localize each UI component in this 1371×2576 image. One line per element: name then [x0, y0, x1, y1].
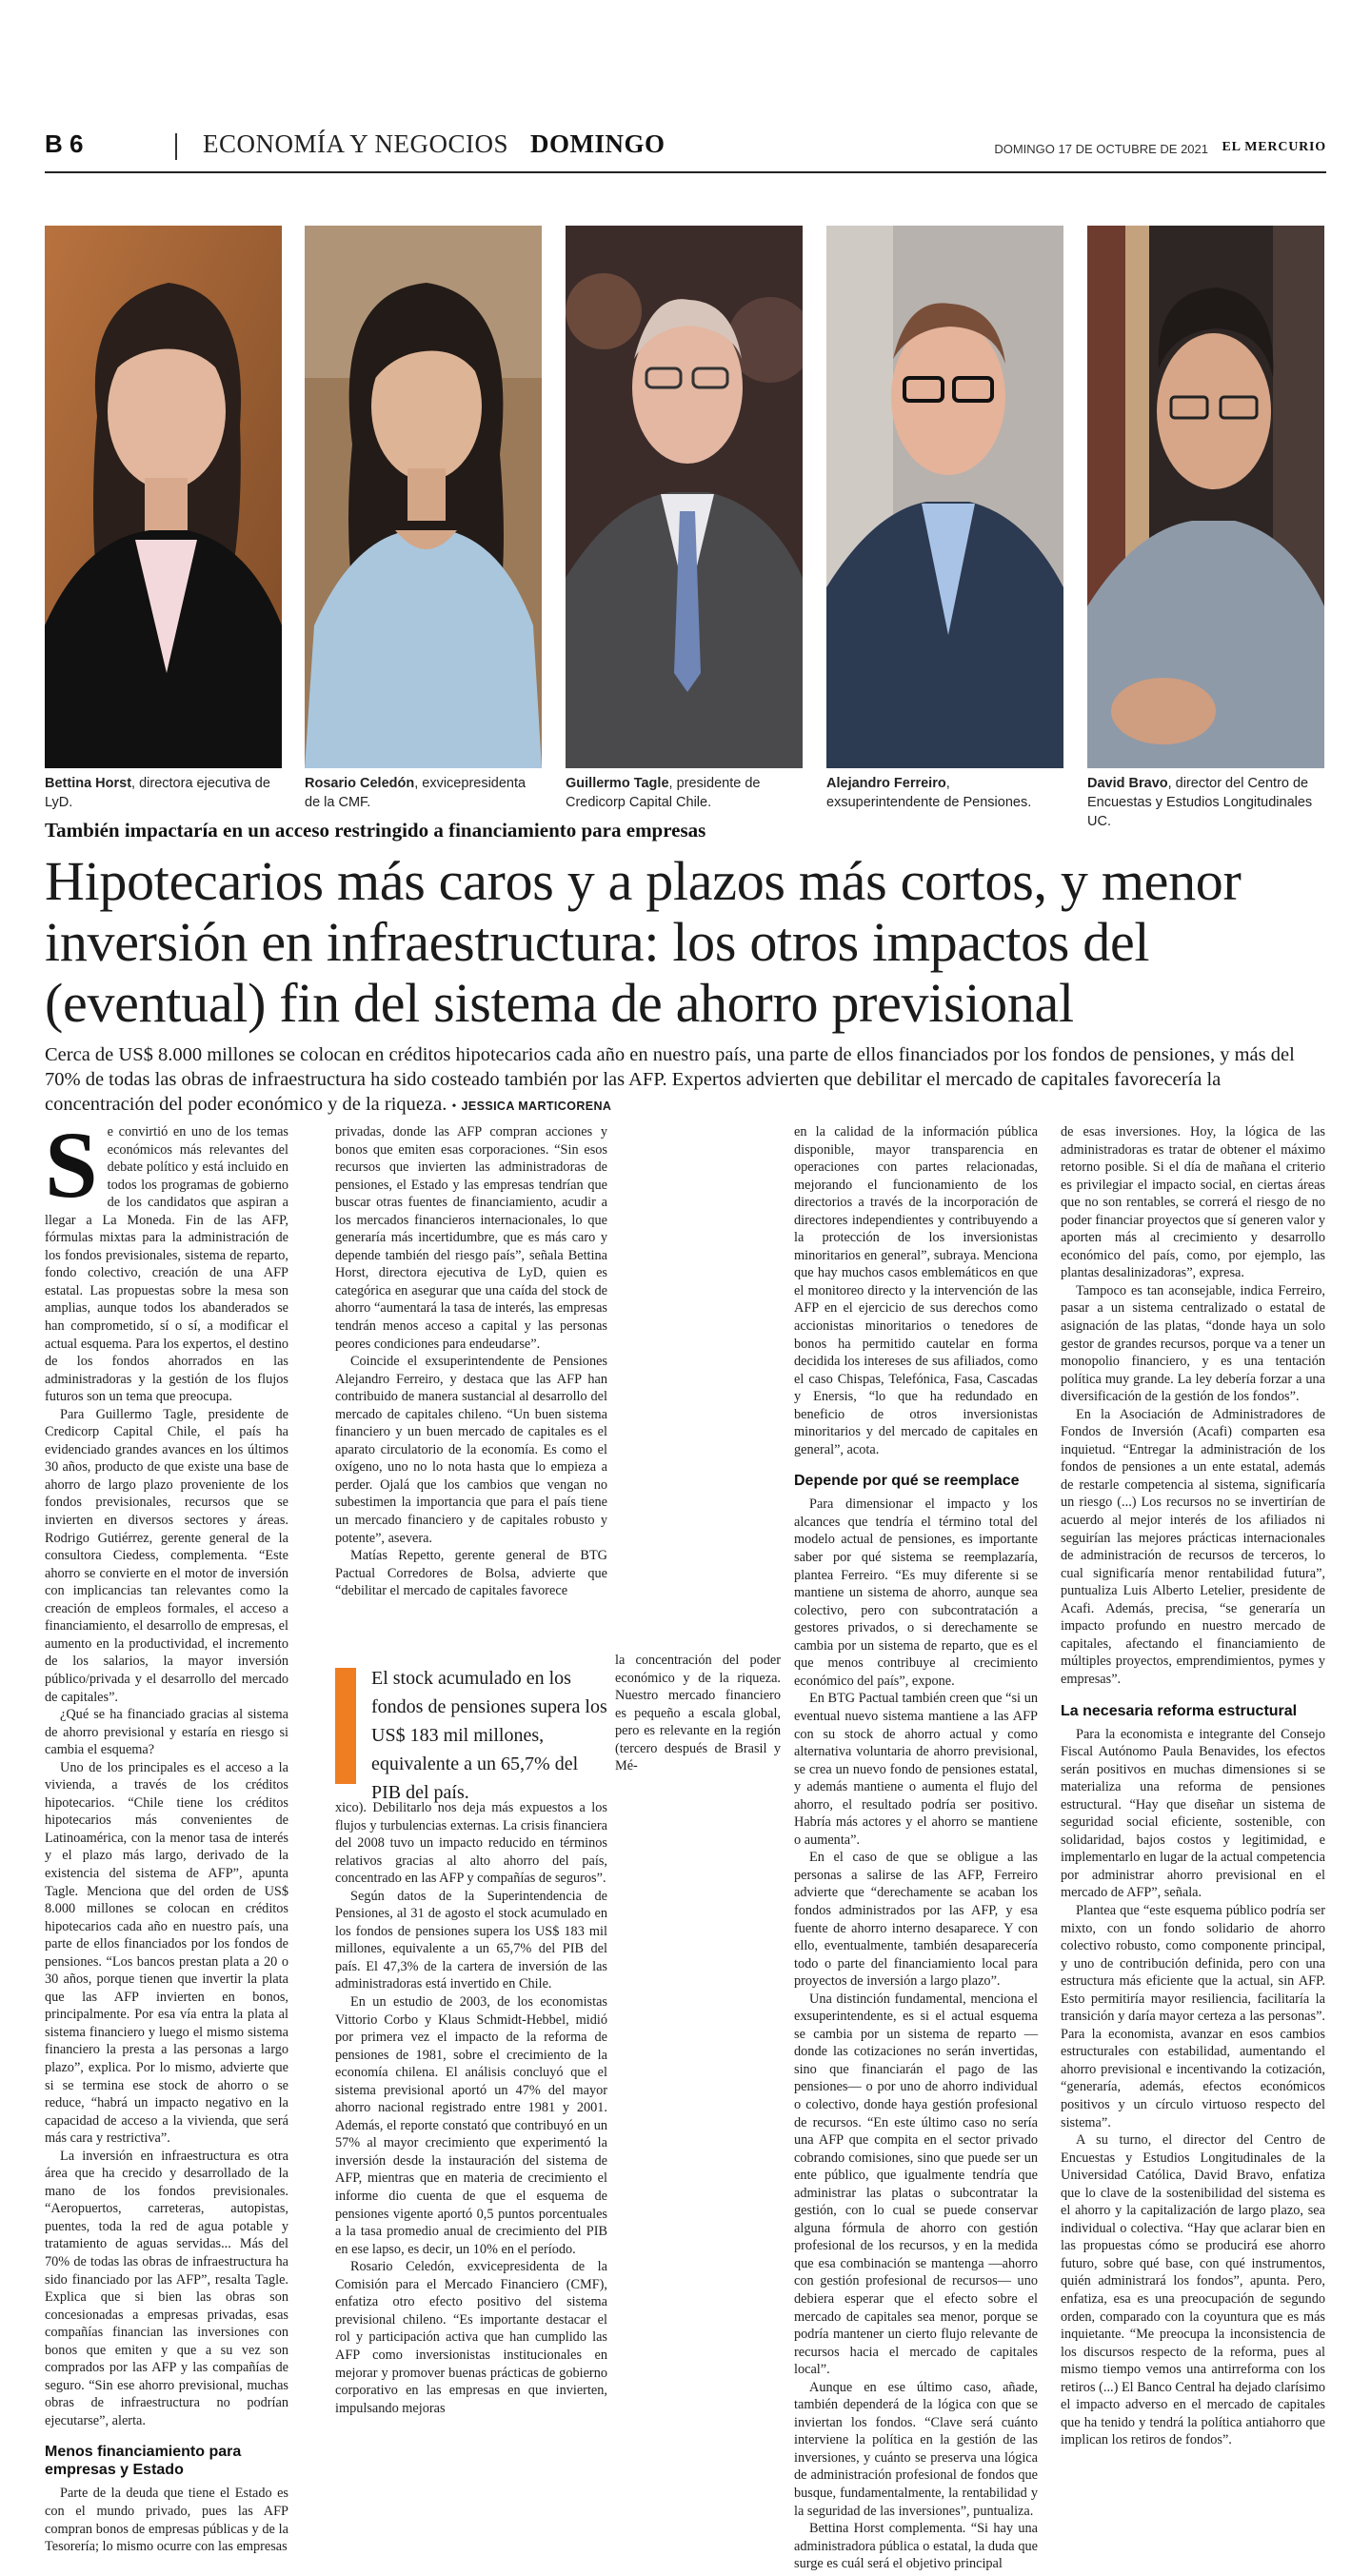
subheading: Depende por qué se reemplace	[794, 1473, 1020, 1490]
issue-date: DOMINGO 17 DE OCTUBRE DE 2021	[994, 142, 1208, 156]
newspaper-name: EL MERCURIO	[1222, 140, 1326, 154]
column-2-side	[615, 1652, 781, 1775]
paragraph: Parte de la deuda que tiene el Estado es con el mundo privado, pues las AFP compran bonos de empresas públicas y de la Tesorería; lo mismo ocurre con las empresas	[45, 2486, 288, 2555]
column-3	[794, 1123, 1038, 2573]
caption-rosario-celedon	[305, 774, 545, 812]
header-rule	[45, 171, 1326, 173]
paragraph: xico). Debilitarlo nos deja más expuestos a los flujos y turbulencias externas. La crisis financiera del 2008 tuvo un impacto reducido en términos relativos gracias al alto ahorro del país, concentrado en las AFP y compañías de seguros”.	[335, 1800, 607, 1887]
article-headline: Hipotecarios más caros y a plazos más cortos, y menor inversión en infraestructura: los otros impactos del (eventual) fin del sistema de ahorro previsional	[45, 850, 1242, 1034]
page-header	[45, 122, 1326, 169]
caption-text: , exsuperintendente de Pensiones.	[826, 776, 1032, 810]
paragraph: Para la economista e integrante del Consejo Fiscal Autónomo Paula Benavides, los efectos serán positivos en muchas dimensiones si se materializa una reforma de pensiones estructural. “Hay que diseñar un sistema de seguridad social eficiente, sostenible, con solidaridad, bajos costos y legitimidad, e implementarlo en lugar de la actual competencia por administrar ahorro previsional en el mercado de AFP”, señala.	[1061, 1726, 1325, 1901]
column-2-lower	[335, 1799, 607, 2417]
caption-name: Bettina Horst	[45, 776, 132, 791]
photo-alejandro-ferreiro	[826, 226, 1063, 768]
pullquote: El stock acumulado en los fondos de pensiones supera los US$ 183 mil millones, equivalente a un 65,7% del PIB del país.	[371, 1668, 607, 1803]
paragraph: Rosario Celedón, exvicepresidenta de la Comisión para el Mercado Financiero (CMF), enfatiza otro efecto positivo del sistema previsional chileno. “Es importante destacar el rol y participación activa que han cumplido las AFP como inversionistas institucionales en mejorar y promover buenas prácticas de gobierno corporativo en las empresas en que invierten, impulsando mejoras	[335, 2259, 607, 2416]
paragraph: Tampoco es tan aconsejable, indica Ferreiro, pasar a un sistema centralizado o estatal de asignación de las platas, “donde haya un solo gestor de grandes recursos, porque va a tener un monopolio financiero, y es una tentación política muy grande. La ley debería forzar a una diversificación de la gestión de los fondos”.	[1061, 1282, 1325, 1405]
subheading: Menos financiamiento para empresas y Estado	[45, 2444, 242, 2479]
paragraph: Una distinción fundamental, menciona el exsuperintendente, es si el actual esquema se cambia por un sistema de reparto —donde las cotizaciones no serán invertidas, sino que financiarán el pago de las pensiones— o por uno de ahorro individual o colectivo, donde haya gestión profesional de recursos. “En este último caso no sería una AFP que compita en el sector privado cobrando comisiones, sino que puede ser un ente público, que igualmente tendría que administrar las platas o subcontratar la gestión, con lo cual se puede conservar alguna fórmula de ahorro con gestión profesional de los recursos, y en la medida que esa combinación se mantenga —ahorro con gestión profesional de recursos— uno debiera esperar que el efecto sobre el mercado de capitales sea menor, porque se podría mantener un cierto flujo relevante de recursos hacia el mercado de capitales local”.	[794, 1991, 1038, 2378]
caption-guillermo-tagle	[566, 774, 805, 812]
paragraph: Uno de los principales es el acceso a la vivienda, a través de los créditos hipotecarios. “Chile tiene los créditos hipotecarios más convenientes de Latinoamérica, con la menor tasa de interés y el plazo más largo, derivado de la existencia del sistema de AFP”, apunta Tagle. Menciona que del orden de US$ 8.000 millones se colocan en créditos hipotecarios cada año en nuestro país, una parte de ellos financiados por los fondos de pensiones. “Los bancos prestan plata a 20 o 30 años, porque tienen que invertir la plata que las AFP invierten en bonos, principalmente. Por esa vía entra la plata al sistema financiero y luego el mismo sistema financiero la presta a las personas a largo plazo”, explica. Por lo mismo, advierte que si se termina ese stock de ahorro o se reduce, “habrá un impacto negativo en la capacidad de acceso a la vivienda, que será más cara y restrictiva”.	[45, 1759, 288, 2147]
caption-name: Alejandro Ferreiro	[826, 776, 946, 791]
photo-david-bravo	[1087, 226, 1324, 768]
byline-bullet: •	[451, 1100, 457, 1114]
caption-text: , exvicepresidenta de la CMF.	[305, 776, 527, 810]
column-2	[335, 1123, 607, 1600]
caption-text: , presidente de Credicorp Capital Chile.	[566, 776, 761, 810]
paragraph: En BTG Pactual también creen que “si un eventual nuevo sistema mantiene a las AFP con su stock de ahorro actual y como alternativa voluntaria de ahorro previsional, se crea un nuevo fondo de pensiones estatal, y además mantiene o aumenta el flujo del ahorro, el resultado podría ser positivo. Habría más actores y el ahorro se mantiene o aumenta”.	[794, 1691, 1038, 1848]
caption-text: , directora ejecutiva de LyD.	[45, 776, 270, 810]
header-divider	[175, 133, 177, 160]
paragraph: En la Asociación de Administradores de Fondos de Inversión (Acafi) comparten esa inquietud. “Entregar la administración de los fondos de pensiones a un ente estatal, además de restarle competencia al sistema, significaría un riesgo (...) Los recursos no se invertirían de acuerdo al mejor interés de los afiliados ni seguirían las mejores prácticas internacionales de administración de recursos de terceros, lo cual significaría menor rentabilidad futura”, puntualiza Luis Alberto Letelier, presidente de Acafi. Además, precisa, “se generaría un impacto profundo en nuestro mercado de capitales, afectando el financiamiento de múltiples proyectos, emprendimientos, pymes y empresas”.	[1061, 1406, 1325, 1687]
paragraph: A su turno, el director del Centro de Encuestas y Estudios Longitudinales de la Universidad Católica, David Bravo, enfatiza que lo clave de la sostenibilidad del sistema es el ahorro y la capitalización de largo plazo, sea individual o colectiva. “Hay que aclarar bien en las propuestas cómo se producirá ese ahorro futuro, sobre qué base, con qué instrumentos, quién administrará los fondos”, apunta. Pero, enfatiza, esa es una preocupación de segundo orden, comparado con la coyuntura que es más inquietante. “Me preocupa la inconsistencia de los discursos respecto de la reforma, pues al mismo tiempo vemos una antirreforma con los retiros (...) El Banco Central ha dejado clarísimo el impacto adverso en el mercado de capitales que ha tenido y tendrá la política antiahorro que implican los retiros de fondos”.	[1061, 2132, 1325, 2448]
column-1	[45, 1112, 288, 2556]
caption-name: David Bravo	[1087, 776, 1168, 791]
subheading: La necesaria reforma estructural	[1061, 1702, 1298, 1719]
paragraph	[45, 1112, 288, 1406]
paragraph: Para dimensionar el impacto y los alcances que tendría el término total del modelo actual de pensiones, es importante saber por qué sistema se reemplazaría, plantea Ferreiro. “Es muy diferente si se mantiene un sistema de ahorro, aunque sea colectivo, pero con subcontratación a gestores privados, o si derechamente se cambia por un sistema de reparto, que es el que menos contribuye al crecimiento económico del país”, expone.	[794, 1496, 1038, 1689]
byline: JESSICA MARTICORENA	[461, 1100, 612, 1113]
paragraph: de esas inversiones. Hoy, la lógica de las administradoras es tratar de obtener el máximo retorno posible. Si el día de mañana el criterio es privilegiar el impacto social, en ciertas áreas que no son rentables, se correrá el riesgo de no poder financiar proyectos que sí generen valor y aporten más al crecimiento y desarrollo económico del país, como, por ejemplo, las plantas desalinizadoras”, expresa.	[1061, 1124, 1325, 1281]
caption-bettina-horst	[45, 774, 285, 812]
page-number: B 6	[45, 129, 84, 158]
drop-cap: S	[45, 1112, 98, 1218]
paragraph: En el caso de que se obligue a las personas a salirse de las AFP, Ferreiro advierte que “derechamente se acaban los fondos administrados por las AFP, y esa fuente de ahorro interno desaparece. Y con ello, eventualmente, también desaparecería todo o parte del financiamiento local para proyectos de inversión a largo plazo”.	[794, 1850, 1038, 1990]
column-4	[1061, 1123, 1325, 2449]
paragraph: en la calidad de la información pública disponible, mayor transparencia en operaciones con partes relacionadas, mejorando el funcionamiento de los directorios a través de la incorporación de directores independientes y contribuyendo a la protección de los inversionistas minoritarios en general”, subraya. Menciona que hay muchos casos emblemáticos en que el monitoreo directo y la intervención de las AFP en el ejercicio de sus derechos como accionistas minoritarios o tenedores de bonos ha permitido cautelar en forma decidida los intereses de sus afiliados, como el caso Chispas, Telefónica, Fasa, Cascadas y Enersis, “lo que ha redundado en beneficio de otros inversionistas minoritarios y del mercado de capitales en general”, acota.	[794, 1124, 1038, 1457]
photo-credit: CLAUDIO CORTÉS	[1077, 655, 1083, 728]
photo-bettina-horst	[45, 226, 282, 768]
paragraph: la concentración del poder económico y de la riqueza. Nuestro mercado financiero es pequeño a escala global, pero es relevante en la región (tercero después de Brasil y Mé-	[615, 1653, 781, 1774]
pullquote-bar	[335, 1668, 356, 1784]
paragraph: En un estudio de 2003, de los economistas Vittorio Corbo y Klaus Schmidt-Hebbel, midió por primera vez el impacto de la reforma de pensiones de 1981, sobre el crecimiento de la economía chilena. El análisis concluyó que el sistema previsional aportó un 47% del mayor ahorro nacional registrado entre 1981 y 2001. Además, el reporte constató que contribuyó en un 57% al mayor crecimiento que experimentó la inversión desde la instauración del sistema de AFP, mientras que en materia de crecimiento el informe dio cuenta de que el esquema de pensiones vigente aportó 0,5 puntos porcentuales a la tasa promedio anual de crecimiento del PIB en ese lapso, es decir, un 10% en el período.	[335, 1994, 607, 2257]
paragraph: Matías Repetto, gerente general de BTG Pactual Corredores de Bolsa, advierte que “debilitar el mercado de capitales favorece	[335, 1548, 607, 1599]
caption-text: , director del Centro de Encuestas y Estudios Longitudinales UC.	[1087, 776, 1313, 829]
paragraph: Según datos de la Superintendencia de Pensiones, al 31 de agosto el stock acumulado en los fondos de pensiones supera los US$ 183 mil millones, equivalente a un 65,7% del PIB del país. El 47,3% de la cartera de inversión de las administradoras está invertido en Chile.	[335, 1888, 607, 1992]
paragraph: Coincide el exsuperintendente de Pensiones Alejandro Ferreiro, y destaca que las AFP han contribuido de manera sustancial al desarrollo del mercado de capitales chileno. “Un buen sistema financiero y un buen mercado de capitales es el aparato circulatorio de la economía. Es como el oxígeno, uno no lo nota hasta que lo empieza a perder. Ojalá que los cambios que vengan no subestimen la importancia que para el país tiene un mercado financiero y de capitales robusto y potente”, asevera.	[335, 1354, 607, 1546]
article-deck	[45, 1042, 1330, 1120]
section-day: DOMINGO	[530, 129, 666, 158]
photo-rosario-celedon	[305, 226, 542, 768]
paragraph-text: e convirtió en uno de los temas económicos más relevantes del debate político y está incluido en todos los programas de gobierno de los candidatos que aspiran a llegar a La Moneda. Fin de las AFP, fórmulas mixtas para la administración de los fondos previsionales, sistema de reparto, fondo colectivo, creación de una AFP estatal. Las propuestas sobre la mesa son amplias, aunque todos los abanderados se han comprometido, sí o sí, a modificar el actual esquema. Para los expertos, el destino de los fondos ahorrados en las administradoras y la gestión de los flujos futuros son un tema que preocupa.	[45, 1124, 288, 1405]
photo-guillermo-tagle	[566, 226, 803, 768]
caption-name: Rosario Celedón	[305, 776, 415, 791]
paragraph: Para Guillermo Tagle, presidente de Credicorp Capital Chile, el país ha evidenciado grandes avances en los últimos 30 años, producto de que existe una base de ahorro de largo plazo proveniente de los fondos previsionales, recursos que se invierten en diversos sectores y áreas. Rodrigo Gutiérrez, gerente general de la consultora Ciedess, complementa. “Este ahorro se convierte en el motor de inversión con implicancias tan relevantes como la creación de empleos formales, el acceso a financiamiento, el desarrollo de empresas, el aumento en la productividad, el incremento de los salarios, la mayor inversión público/privada y el desarrollo del mercado de capitales”.	[45, 1406, 288, 1705]
article-kicker: También impactaría en un acceso restringido a financiamiento para empresas	[45, 819, 706, 842]
deck-text: Cerca de US$ 8.000 millones se colocan en créditos hipotecarios cada año en nuestro país, una parte de ellos financiados por los fondos de pensiones, y más del 70% de todas las obras de infraestructura ha sido costeado también por las AFP. Expertos advierten que debilitar el mercado de capitales favorecería la concentración del poder económico y de la riqueza.	[45, 1044, 1295, 1115]
paragraph: Plantea que “este esquema público podría ser mixto, con un fondo solidario de ahorro colectivo robusto, como componente principal, y uno de contribución definida, pero con una estructura más eficiente que la actual, sin AFP. Esto permitiría mayor resiliencia, facilitaría la transición y daría mayor certeza a las personas”. Para la economista, avanzar en esos cambios estructurales con estabilidad, aumentando el ahorro previsional e incentivando la cotización, “generaría, además, efectos económicos positivos y un círculo virtuoso respecto del sistema”.	[1061, 1902, 1325, 2130]
section-name: ECONOMÍA Y NEGOCIOS	[203, 129, 509, 158]
caption-alejandro-ferreiro	[826, 774, 1066, 812]
paragraph: ¿Qué se ha financiado gracias al sistema de ahorro previsional y estaría en riesgo si cambia el esquema?	[45, 1707, 288, 1758]
caption-david-bravo	[1087, 774, 1327, 831]
paragraph: Aunque en ese último caso, añade, también dependerá de la lógica con que se inviertan los fondos. “Clave será cuánto interviene la política en la gestión de las inversiones, y cuánto se preserva una lógica de administración profesional de fondos que busque, fundamentalmente, la rentabilidad y la seguridad de las inversiones”, puntualiza.	[794, 2379, 1038, 2519]
paragraph: privadas, donde las AFP compran acciones y bonos que emiten esas corporaciones. “Sin esos recursos que invierten las administradoras de pensiones, el Estado y las empresas tendrían que buscar otras fuentes de financiamiento, acudir a los mercados financieros internacionales, lo que generaría más incertidumbre, que es más caro y depende también del riesgo país”, señala Bettina Horst, directora ejecutiva de LyD, quien es categórica en asegurar que una caída del stock de ahorro “aumentará la tasa de interés, las empresas tendrán menos acceso a capital y las personas peores condiciones para endeudarse”.	[335, 1124, 607, 1352]
paragraph: La inversión en infraestructura es otra área que ha crecido y desarrollado de la mano de los fondos previsionales. “Aeropuertos, carreteras, autopistas, puentes, toda la red de agua potable y tratamiento de aguas servidas... Más del 70% de todas las obras de infraestructura ha sido financiado por las AFP”, resalta Tagle. Explica que si bien las obras son concesionadas a empresas privadas, esas compañías financian las inversiones con bonos que emiten y que a su vez son comprados por las AFP y las compañías de seguro. “Sin ese ahorro previsional, muchas obras de infraestructura no podrían ejecutarse”, alerta.	[45, 2148, 288, 2428]
paragraph: Bettina Horst complementa. “Si hay una administradora pública o estatal, la duda que surge es cuál será el objetivo principal	[794, 2521, 1038, 2572]
caption-name: Guillermo Tagle	[566, 776, 669, 791]
